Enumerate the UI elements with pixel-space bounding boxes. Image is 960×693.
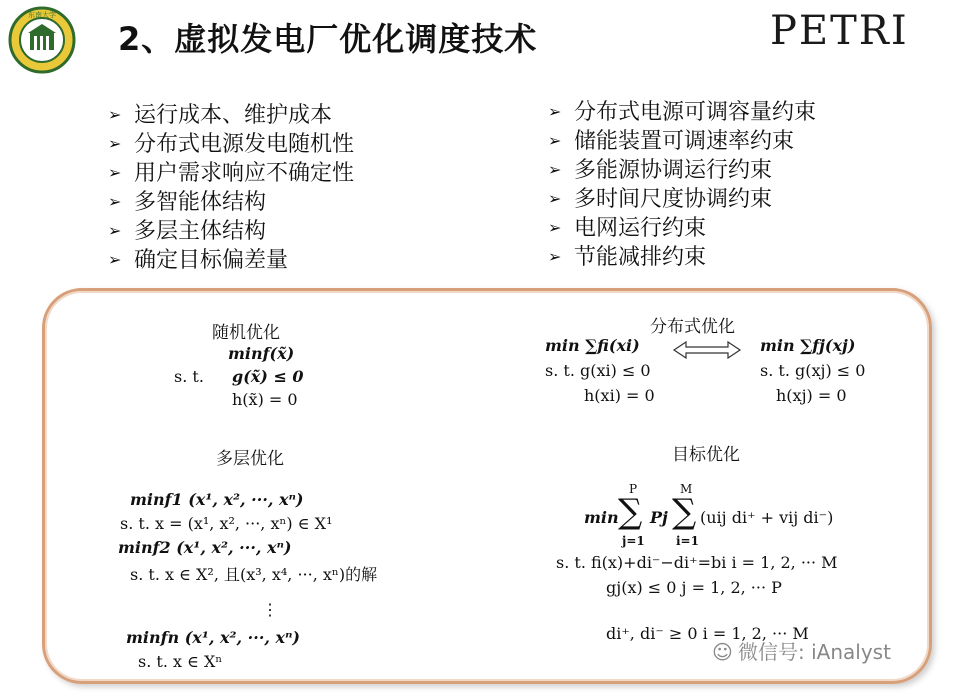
bullet-text: 分布式电源发电随机性 [134,132,355,157]
bullet-text: 分布式电源可调容量约束 [574,100,817,125]
sum-lower-i: i=1 [676,534,699,548]
multilayer-heading: 多层优化 [216,449,284,469]
arrow-bullet-icon: ➢ [548,102,562,121]
right-bullet-item [548,242,816,271]
arrow-bullet-icon: ➢ [548,131,562,150]
double-arrow-icon [672,340,742,364]
university-logo [8,6,76,74]
left-bullet-item [108,100,354,129]
right-bullet-item [548,126,816,155]
arrow-bullet-icon: ➢ [108,163,122,182]
objective-constraint-3: di⁺, di⁻ ≥ 0 i = 1, 2, ··· M [606,624,809,643]
multilayer-line-3: minf2 (x¹, x², ···, xⁿ) [118,538,292,557]
distributed-left-objective: min ∑fi(xi) [545,336,640,355]
multilayer-line-5: minfn (x¹, x², ···, xⁿ) [126,628,300,647]
sum-lower-j: j=1 [622,534,645,548]
arrow-bullet-icon: ➢ [108,250,122,269]
arrow-bullet-icon: ➢ [108,105,122,124]
sum-symbol-i-icon: ∑ [672,492,697,532]
sum-upper-p: P [629,482,638,496]
multilayer-line-6: s. t. x ∈ Xⁿ [138,652,223,671]
distributed-left-h: h(xi) = 0 [584,386,655,405]
sum-symbol-j-icon: ∑ [618,492,643,532]
left-bullet-item [108,187,354,216]
stochastic-constraint-h: h(x̃) = 0 [232,390,298,409]
bullet-text: 多层主体结构 [134,219,267,244]
right-bullet-item [548,213,816,242]
stochastic-heading: 随机优化 [212,323,280,343]
right-bullet-list [548,97,816,271]
stochastic-objective: minf(x̃) [228,344,295,363]
bullet-text: 多能源协调运行约束 [574,158,773,183]
multilayer-line-4: s. t. x ∈ X², 且(x³, x⁴, ···, xⁿ)的解 [130,565,378,584]
bullet-text: 节能减排约束 [574,245,707,270]
bullet-text: 电网运行约束 [574,216,707,241]
objective-constraint-2: gj(x) ≤ 0 j = 1, 2, ··· P [606,578,782,597]
multilayer-line-1: minf1 (x¹, x², ···, xⁿ) [130,490,304,509]
bullet-text: 用户需求响应不确定性 [134,161,355,186]
arrow-bullet-icon: ➢ [548,189,562,208]
logo-school-text: 东南大学 [28,11,56,19]
arrow-bullet-icon: ➢ [548,160,562,179]
stochastic-st-label: s. t. [174,367,204,386]
arrow-bullet-icon: ➢ [548,247,562,266]
distributed-right-h: h(xj) = 0 [776,386,847,405]
objective-constraint-1: s. t. fi(x)+di⁻−di⁺=bi i = 1, 2, ··· M [556,553,838,572]
right-bullet-item [548,97,816,126]
bullet-text: 多智能体结构 [134,190,267,215]
arrow-bullet-icon: ➢ [108,192,122,211]
arrow-bullet-icon: ➢ [548,218,562,237]
slide-title: 2、虚拟发电厂优化调度技术 [118,20,538,58]
arrow-bullet-icon: ➢ [108,134,122,153]
bullet-text: 确定目标偏差量 [134,248,289,273]
left-bullet-item [108,216,354,245]
arrow-bullet-icon: ➢ [108,221,122,240]
left-bullet-item [108,129,354,158]
bullet-text: 运行成本、维护成本 [134,103,333,128]
objective-term: (uij di⁺ + vij di⁻) [700,508,834,527]
objective-pj: Pj [650,508,668,527]
right-bullet-item [548,184,816,213]
distributed-left-st: s. t. g(xi) ≤ 0 [545,361,651,380]
objective-heading: 目标优化 [672,445,740,465]
left-bullet-item [108,245,354,274]
bullet-text: 多时间尺度协调约束 [574,187,773,212]
wechat-icon: ☺ [712,640,733,664]
objective-min-label: min [584,508,619,527]
left-bullet-item [108,158,354,187]
petri-logo-text: PETRI [770,8,909,54]
distributed-right-st: s. t. g(xj) ≤ 0 [760,361,866,380]
stochastic-constraint-g: g(x̃) ≤ 0 [232,367,304,386]
wechat-watermark-text: 微信号: iAnalyst [738,640,891,664]
distributed-heading: 分布式优化 [650,317,735,337]
right-bullet-item [548,155,816,184]
multilayer-dots: ⋮ [262,600,278,619]
multilayer-line-2: s. t. x = (x¹, x², ···, xⁿ) ∈ X¹ [120,514,333,533]
sum-upper-m: M [680,482,693,496]
distributed-right-objective: min ∑fj(xj) [760,336,856,355]
wechat-watermark [712,636,891,665]
left-bullet-list [108,100,354,274]
petri-logo [770,8,909,54]
bullet-text: 储能装置可调速率约束 [574,129,795,154]
